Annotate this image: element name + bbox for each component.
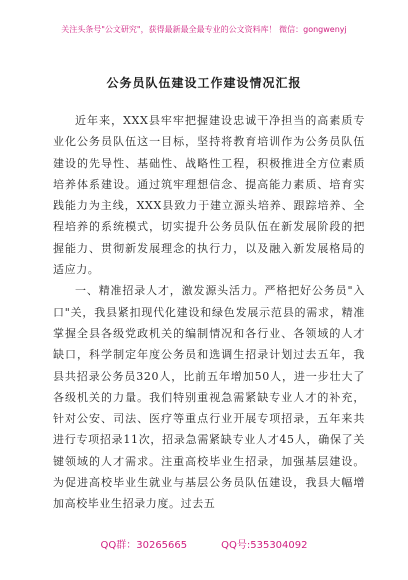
paragraph-intro: 近年来，XXX县牢牢把握建设忠诚干净担当的高素质专业化公务员队伍这一目标，坚持将教育培训作为公务员队伍建设的先导性、基础性、战略性工程，积极推进全方位素质培养体系建设。通过筑牢理想信念、提高能力素质、培育实践能力为主线，XXX县致力于建立源头培养、跟踪培养、全程培养的系统模式，切实提升公务员队伍在新发展阶段的把握能力、贯彻新发展理念的执行力，以及融入新发展格局的适应力。 bbox=[53, 114, 365, 277]
footer-qq-group: QQ群：30265665 bbox=[100, 540, 188, 551]
document-title: 公务员队伍建设工作建设情况汇报 bbox=[106, 76, 302, 90]
document-body bbox=[53, 110, 365, 515]
footer bbox=[0, 536, 408, 551]
paragraph-section-1: 一、精准招录人才，激发源头活力。严格把好公务员"入口"关，我县紧扣现代化建设和绿色发展示范县的需求，精准掌握全县各级党政机关的编制情况和各行业、各领域的人才缺口，科学制定年度公务员和选调生招录计划过去五年，我县共招录公务员320人，比前五年增加50人，进一步壮大了各级机关的力量。我们特别重视急需紧缺专业人才的补充，针对公安、司法、医疗等重点行业开展专项招录，五年来共进行专项招录11次，招录急需紧缺专业人才45人，确保了关键领域的人才需求。注重高校毕业生招录，加强基层建设。为促进高校毕业生就业与基层公务员队伍建设，我县大幅增加高校毕业生招录力度。过去五 bbox=[53, 284, 365, 511]
footer-qq-number: QQ号:535304092 bbox=[221, 540, 308, 551]
header-note: 关注头条号"公文研究"，获得最新最全最专业的公文资料库！ 微信：gongwenyj bbox=[61, 25, 347, 34]
